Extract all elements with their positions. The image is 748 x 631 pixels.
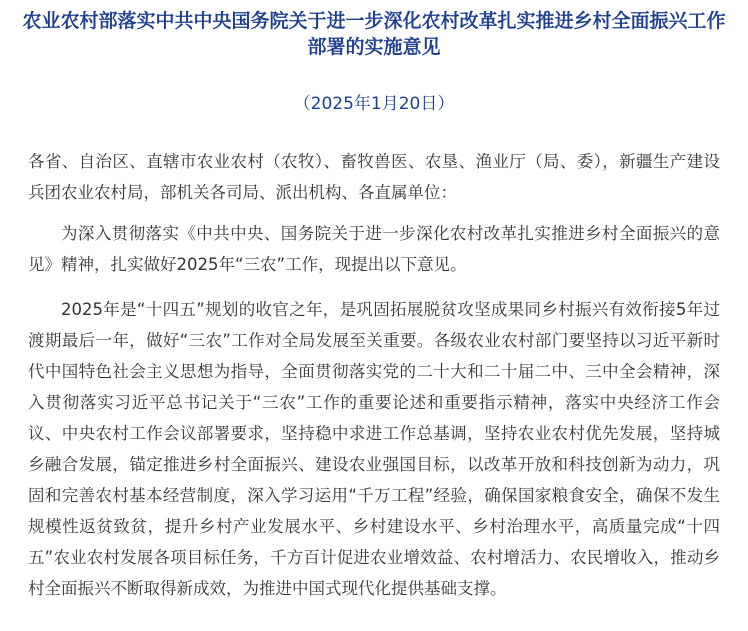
body-paragraph: 2025年是“十四五”规划的收官之年，是巩固拓展脱贫攻坚成果同乡村振兴有效衔接5年过渡期最后一年，做好“三农”工作对全局发展至关重要。各级农业农村部门要坚持以习近平新时代中国特色社会主义思想为指导，全面贯彻落实党的二十大和二十届二中、三中全会精神，深入贯彻落实习近平总书记关于“三农”工作的重要论述和重要指示精神，落实中央经济工作会议、中央农村工作会议部署要求，坚持稳中求进工作总基调，坚持农业农村优先发展，坚持城乡融合发展，锚定推进乡村全面振兴、建设农业强国目标，以改革开放和科技创新为动力，巩固和完善农村基本经营制度，深入学习运用“千万工程”经验，确保国家粮食安全，确保不发生规模性返贫致贫，提升乡村产业发展水平、乡村建设水平、乡村治理水平，高质量完成“十四五”农业农村发展各项目标任务，千方百计促进农业增效益、农村增活力、农民增收入，推动乡村全面振兴不断取得新成效，为推进中国式现代化提供基础支撑。 <box>28 300 720 598</box>
addressee-paragraph: 各省、自治区、直辖市农业农村（农牧）、畜牧兽医、农垦、渔业厅（局、委），新疆生产建设兵团农业农村局，部机关各司局、派出机构、各直属单位： <box>28 152 720 202</box>
intro-paragraph: 为深入贯彻落实《中共中央、国务院关于进一步深化农村改革扎实推进乡村全面振兴的意见》精神，扎实做好2025年“三农”工作，现提出以下意见。 <box>28 224 720 274</box>
document-date: （2025年1月20日） <box>293 94 455 114</box>
document-title: 农业农村部落实中共中央国务院关于进一步深化农村改革扎实推进乡村全面振兴工作部署的实施意见 <box>22 10 726 58</box>
